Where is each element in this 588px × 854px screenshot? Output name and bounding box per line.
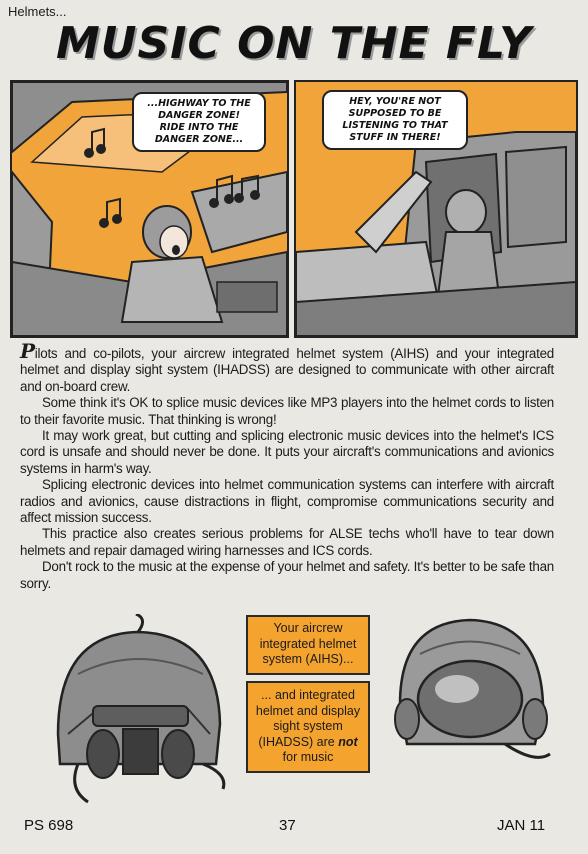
speech-bubble-pilot (132, 92, 266, 152)
bubble-line: DANGER ZONE... (154, 134, 244, 145)
issue-number: PS 698 (24, 817, 74, 834)
paragraph (20, 339, 554, 395)
bubble-text: YOU'RE NOT (372, 96, 441, 107)
comic-panel-copilot (294, 80, 578, 338)
comic-panel-singing-pilot (10, 80, 289, 338)
callout-text: for music (282, 750, 334, 764)
bubble-emphasis: HEY, (349, 96, 373, 107)
ihadss-helmet-illustration (385, 614, 555, 774)
bubble-line: RIDE INTO THE (159, 122, 239, 133)
issue-date: JAN 11 (497, 817, 546, 834)
paragraph: Splicing electronic devices into helmet communication systems can interfere with aircraft radios and avionics, cause distractions in flight, compromise communications security and affect mission success. (20, 477, 554, 526)
bubble-line: STUFF IN THERE! (349, 132, 441, 143)
aihs-helmet-illustration (38, 614, 238, 804)
bubble-line: DANGER ZONE! (158, 110, 240, 121)
paragraph: This practice also creates serious problems for ALSE techs who'll have to tear down helmets and repair damaged wiring harnesses and ICS cords. (20, 526, 554, 558)
callout-ihadss (246, 681, 370, 773)
callout-text: ... and integrated helmet and display sight system (IHADSS) are (255, 688, 361, 749)
bubble-line: SUPPOSED TO BE (348, 108, 442, 119)
speech-bubble-copilot (322, 90, 468, 150)
callout-aihs: Your aircrew integrated helmet system (AIHS)... (246, 615, 370, 675)
section-label: Helmets... (8, 4, 67, 19)
article-body (20, 339, 554, 592)
callout-emphasis: not (338, 734, 358, 749)
paragraph: Some think it's OK to splice music devices like MP3 players into the helmet cords to listen to their favorite music. That thinking is wrong! (20, 395, 554, 427)
bubble-line (330, 96, 460, 108)
drop-cap: P (20, 339, 35, 363)
bubble-line: LISTENING TO THAT (342, 120, 448, 131)
paragraph-text: ilots and co-pilots, your aircrew integrated helmet system (AIHS) and your integrated helmet and display sight system (IHADSS) are designed to communicate with other aircraft and on-board crew. (20, 346, 554, 394)
paragraph: Don't rock to the music at the expense of your helmet and safety. It's better to be safe than sorry. (20, 559, 554, 591)
page-number: 37 (279, 817, 296, 834)
bubble-line: ...HIGHWAY TO THE (147, 98, 251, 109)
paragraph: It may work great, but cutting and splicing electronic music devices into the helmet's ICS cord is unsafe and should never be done. It puts your aircraft's communications and avionics systems in harm's way. (20, 428, 554, 476)
page-title: MUSIC ON THE FLY (55, 18, 533, 69)
